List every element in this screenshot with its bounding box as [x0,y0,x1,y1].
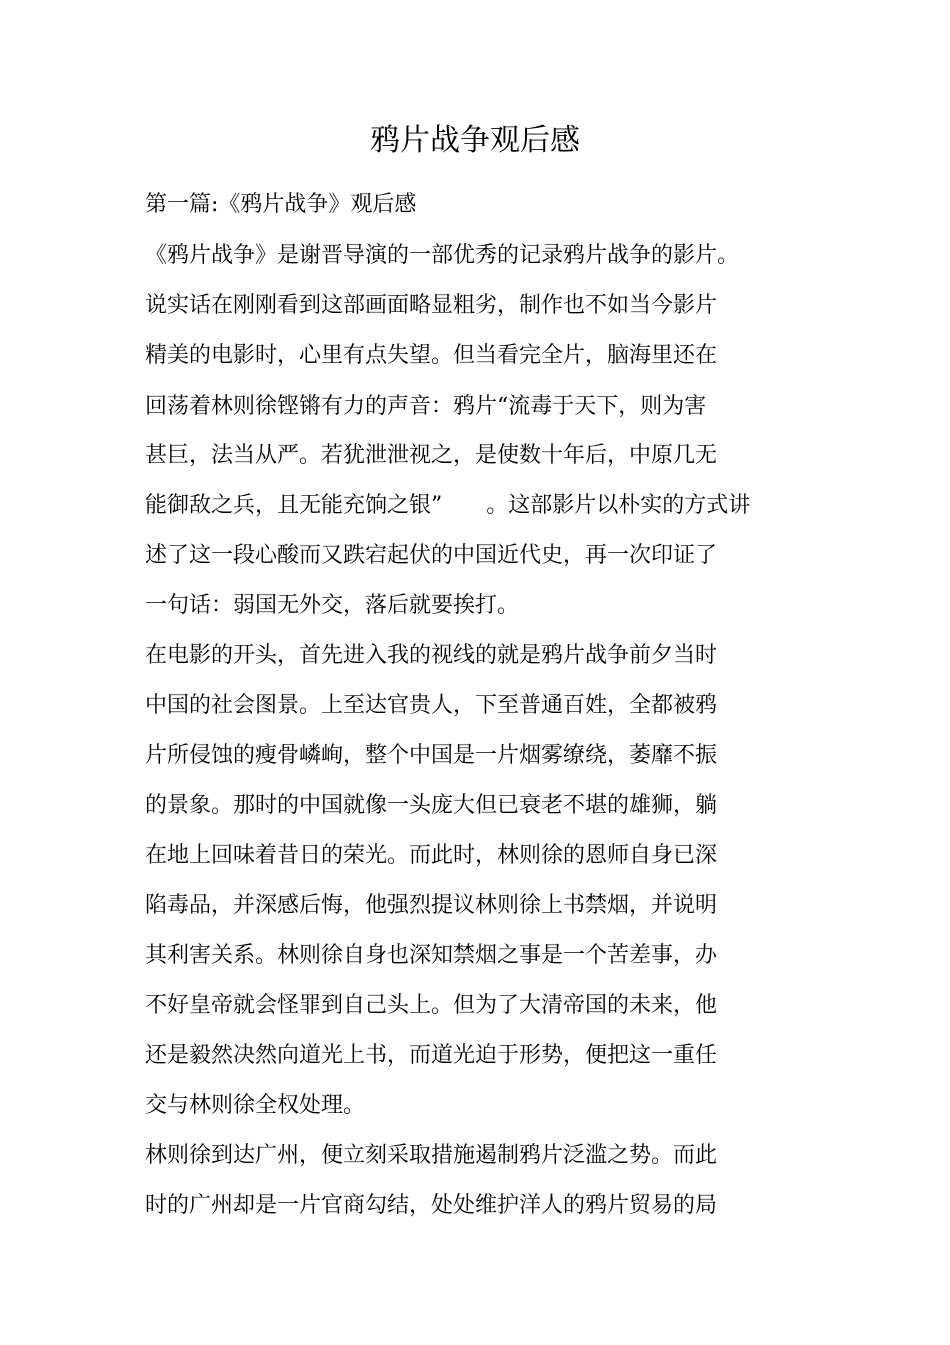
text-line: 片所侵蚀的瘦骨嶙峋，整个中国是一片烟雾缭绕，萎靡不振 [145,743,718,768]
text-line: 述了这一段心酸而又跌宕起伏的中国近代史，再一次印证了 [145,543,718,568]
text-line: 说实话在刚刚看到这部画面略显粗劣，制作也不如当今影片 [145,293,718,318]
text-line: 中国的社会图景。上至达官贵人，下至普通百姓，全都被鸦 [145,693,718,718]
text-line: 回荡着林则徐铿锵有力的声音：鸦片“流毒于天下，则为害 [145,394,707,419]
text-line: 陷毒品，并深感后悔，他强烈提议林则徐上书禁烟，并说明 [145,893,718,918]
text-line: 一句话：弱国无外交，落后就要挨打。 [145,593,520,618]
text-line: 在电影的开头，首先进入我的视线的就是鸦片战争前夕当时 [145,643,718,668]
text-line: 交与林则徐全权处理。 [145,1093,366,1118]
text-line: 时的广州却是一片官商勾结，处处维护洋人的鸦片贸易的局 [145,1193,718,1218]
text-line: 其利害关系。林则徐自身也深知禁烟之事是一个苦差事，办 [145,943,718,968]
text-line: 甚巨，法当从严。若犹泄泄视之，是使数十年后，中原几无 [145,443,718,468]
text-line: 在地上回味着昔日的荣光。而此时，林则徐的恩师自身已深 [145,843,718,868]
section-heading: 第一篇:《鸦片战争》观后感 [145,192,417,217]
text-line: 能御敌之兵，且无能充饷之银” 。这部影片以朴实的方式讲 [145,493,751,518]
text-line: 精美的电影时，心里有点失望。但当看完全片，脑海里还在 [145,343,718,368]
text-line: 的景象。那时的中国就像一头庞大但已衰老不堪的雄狮，躺 [145,793,718,818]
text-line: 《鸦片战争》是谢晋导演的一部优秀的记录鸦片战争的影片。 [145,243,740,268]
text-line: 不好皇帝就会怪罪到自己头上。但为了大清帝国的未来，他 [145,993,718,1018]
text-line: 林则徐到达广州，便立刻采取措施遏制鸦片泛滥之势。而此 [145,1143,718,1168]
text-line: 还是毅然决然向道光上书，而道光迫于形势，便把这一重任 [145,1043,718,1068]
document-title: 鸦片战争观后感 [370,123,580,158]
